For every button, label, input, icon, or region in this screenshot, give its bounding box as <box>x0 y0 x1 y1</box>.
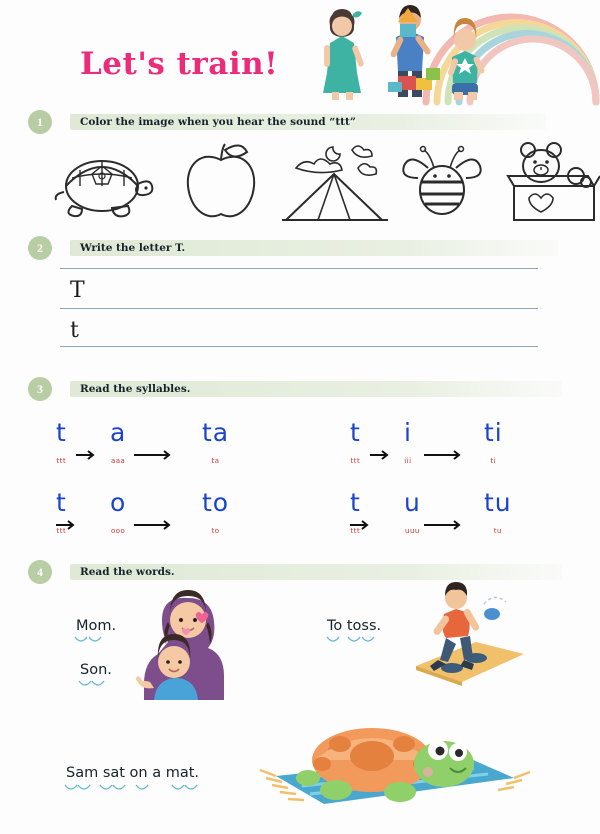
syllable-sound: to <box>211 527 220 535</box>
word-sam-sat-arcs <box>64 784 212 794</box>
writing-line-bottom <box>60 346 538 347</box>
writing-line-middle <box>60 308 538 309</box>
word-mom-arcs <box>74 636 118 646</box>
apple-icon[interactable] <box>180 140 262 224</box>
step-3-row <box>28 377 562 401</box>
boy-tossing-beanbag-illustration <box>398 578 528 693</box>
arrow-icon <box>370 450 392 460</box>
syllable-to <box>202 490 229 535</box>
letter-uppercase-t: T <box>70 278 85 303</box>
letter-lowercase-t: t <box>70 318 79 343</box>
arrow-icon <box>424 450 464 460</box>
step-4-number: 4 <box>28 560 52 584</box>
step-3-instruction: Read the syllables. <box>80 383 191 395</box>
syllable-sound: ttt <box>350 527 361 535</box>
teddy-bear-in-box-icon[interactable] <box>502 136 598 224</box>
step-3-banner <box>70 381 562 397</box>
syllable-t-1 <box>56 420 67 465</box>
syllable-a <box>110 420 126 465</box>
step-1-number: 1 <box>28 110 52 134</box>
step-4-instruction: Read the words. <box>80 566 175 578</box>
syllable-big: i <box>404 418 412 447</box>
syllable-sound: ttt <box>350 457 361 465</box>
arrow-icon <box>76 450 98 460</box>
syllable-big: ta <box>202 418 230 447</box>
syllable-big: t <box>56 418 67 447</box>
syllable-sound: aaa <box>110 457 126 465</box>
arrow-icon <box>134 520 174 530</box>
word-son: Son. <box>80 662 112 678</box>
word-son-arcs <box>78 680 118 690</box>
syllable-big: o <box>110 488 127 517</box>
syllable-big: a <box>110 418 127 447</box>
step-3-number: 3 <box>28 377 52 401</box>
syllable-big: u <box>404 488 421 517</box>
turtle-icon[interactable] <box>50 136 155 224</box>
syllable-big: to <box>202 488 230 517</box>
step-1-row <box>28 110 546 134</box>
arrow-icon <box>134 450 174 460</box>
turtle-on-rug-illustration <box>252 716 532 816</box>
syllable-sound: ti <box>490 457 497 465</box>
syllable-big: tu <box>484 488 512 517</box>
tent-icon[interactable] <box>278 138 396 226</box>
coloring-images-row <box>40 134 565 226</box>
word-to-toss-text: To toss. <box>327 618 382 634</box>
syllable-sound: ooo <box>110 527 126 535</box>
writing-practice-area[interactable] <box>60 268 538 348</box>
word-mom: Mom. <box>76 618 117 634</box>
mother-and-son-illustration <box>130 590 245 700</box>
syllable-ti <box>484 420 503 465</box>
syllable-big: t <box>56 488 67 517</box>
step-1-instruction: Color the image when you hear the sound “ttt” <box>80 116 356 128</box>
arrow-icon <box>350 520 372 530</box>
syllable-sound: ttt <box>56 527 67 535</box>
syllable-sound: ta <box>211 457 220 465</box>
word-to-toss <box>327 618 381 634</box>
syllable-big: t <box>350 418 361 447</box>
arrow-icon <box>56 520 78 530</box>
word-to-toss-arcs <box>326 636 390 646</box>
arrow-icon <box>424 520 464 530</box>
syllable-big: t <box>350 488 361 517</box>
step-2-instruction: Write the letter T. <box>80 242 186 254</box>
syllable-tu <box>484 490 512 535</box>
syllable-sound: iii <box>404 457 412 465</box>
syllable-ta <box>202 420 229 465</box>
step-2-row <box>28 236 558 260</box>
writing-line-top <box>60 268 538 269</box>
syllable-sound: tu <box>493 527 502 535</box>
syllable-big: ti <box>484 418 503 447</box>
syllable-sound: ttt <box>56 457 67 465</box>
step-2-banner <box>70 240 558 256</box>
step-2-number: 2 <box>28 236 52 260</box>
syllable-u <box>404 490 421 535</box>
syllable-sound: uuu <box>405 527 420 535</box>
kids-illustration <box>300 0 520 100</box>
bee-icon[interactable] <box>398 144 484 220</box>
word-sam-sat: Sam sat on a mat. <box>66 765 200 781</box>
syllable-i <box>404 420 412 465</box>
page-title: Let's train! <box>80 46 279 82</box>
syllable-o <box>110 490 126 535</box>
step-1-banner <box>70 114 546 130</box>
syllable-t-2 <box>350 420 361 465</box>
